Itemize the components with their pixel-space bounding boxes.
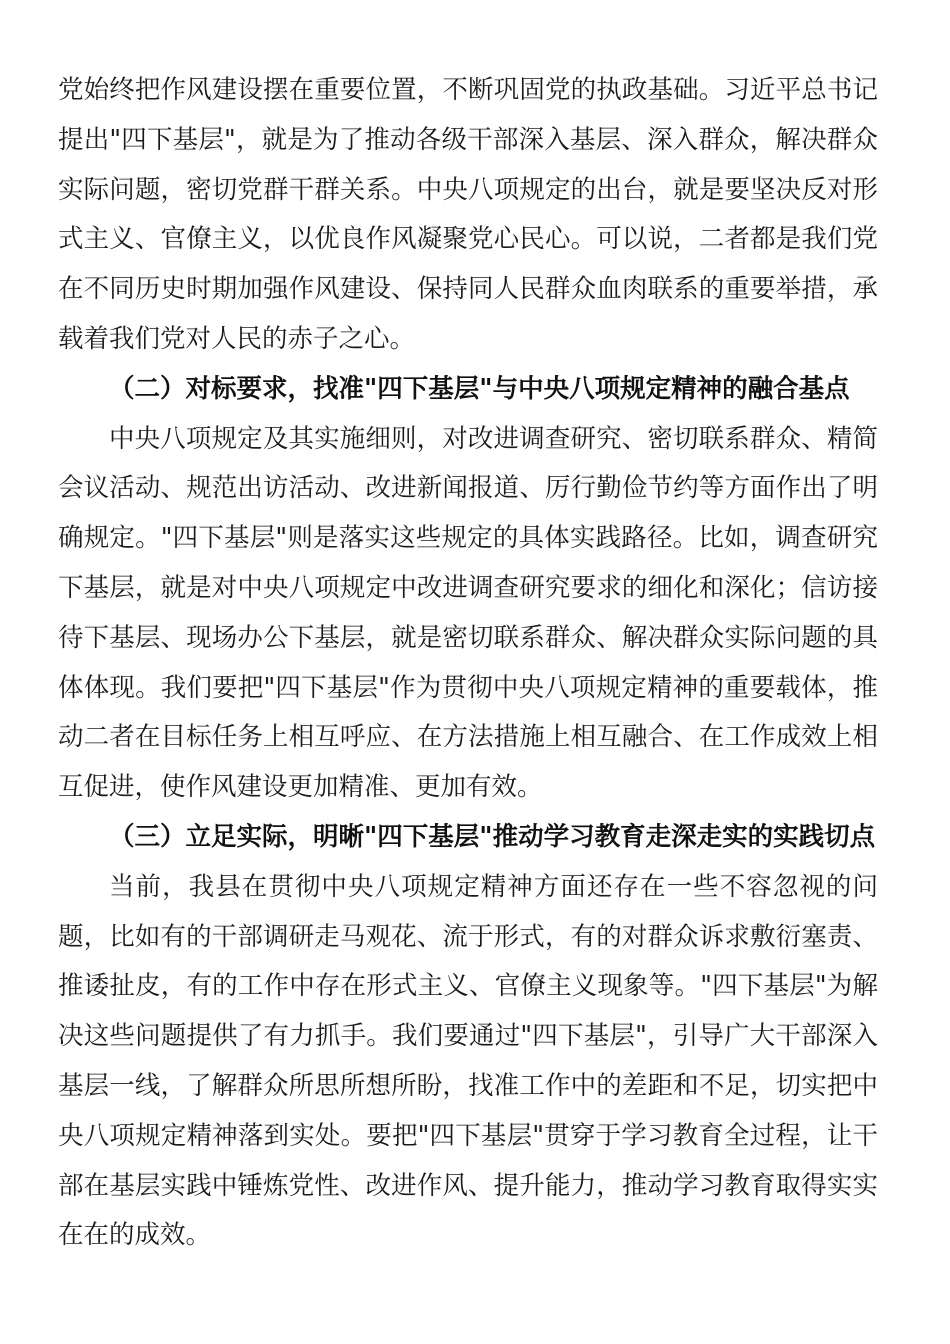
body-paragraph-section-2: 中央八项规定及其实施细则，对改进调查研究、密切联系群众、精简会议活动、规范出访活动、改进新闻报道、厉行勤俭节约等方面作出了明确规定。"四下基层"则是落实这些规定的具体实践路径。比如，调查研究下基层，就是对中央八项规定中改进调查研究要求的细化和深化；信访接待下基层、现场办公下基层，就是密切联系群众、解决群众实际问题的具体体现。我们要把"四下基层"作为贯彻中央八项规定精神的重要载体，推动二者在目标任务上相互呼应、在方法措施上相互融合、在工作成效上相互促进，使作风建设更加精准、更加有效。 <box>58 423 878 803</box>
document-body <box>58 66 878 1261</box>
section-heading-3: （三）立足实际，明晰"四下基层"推动学习教育走深走实的实践切点 <box>109 821 876 852</box>
body-paragraph-section-3: 当前，我县在贯彻中央八项规定精神方面还存在一些不容忽视的问题，比如有的干部调研走马观花、流于形式，有的对群众诉求敷衍塞责、推诿扯皮，有的工作中存在形式主义、官僚主义现象等。"四下基层"为解决这些问题提供了有力抓手。我们要通过"四下基层"，引导广大干部深入基层一线，了解群众所思所想所盼，找准工作中的差距和不足，切实把中央八项规定精神落到实处。要把"四下基层"贯穿于学习教育全过程，让干部在基层实践中锤炼党性、改进作风、提升能力，推动学习教育取得实实在在的成效。 <box>58 871 878 1251</box>
body-paragraph-continued: 党始终把作风建设摆在重要位置，不断巩固党的执政基础。习近平总书记提出"四下基层"，就是为了推动各级干部深入基层、深入群众，解决群众实际问题，密切党群干群关系。中央八项规定的出台，就是要坚决反对形式主义、官僚主义，以优良作风凝聚党心民心。可以说，二者都是我们党在不同历史时期加强作风建设、保持同人民群众血肉联系的重要举措，承载着我们党对人民的赤子之心。 <box>58 75 878 354</box>
section-heading-2: （二）对标要求，找准"四下基层"与中央八项规定精神的融合基点 <box>109 373 850 404</box>
